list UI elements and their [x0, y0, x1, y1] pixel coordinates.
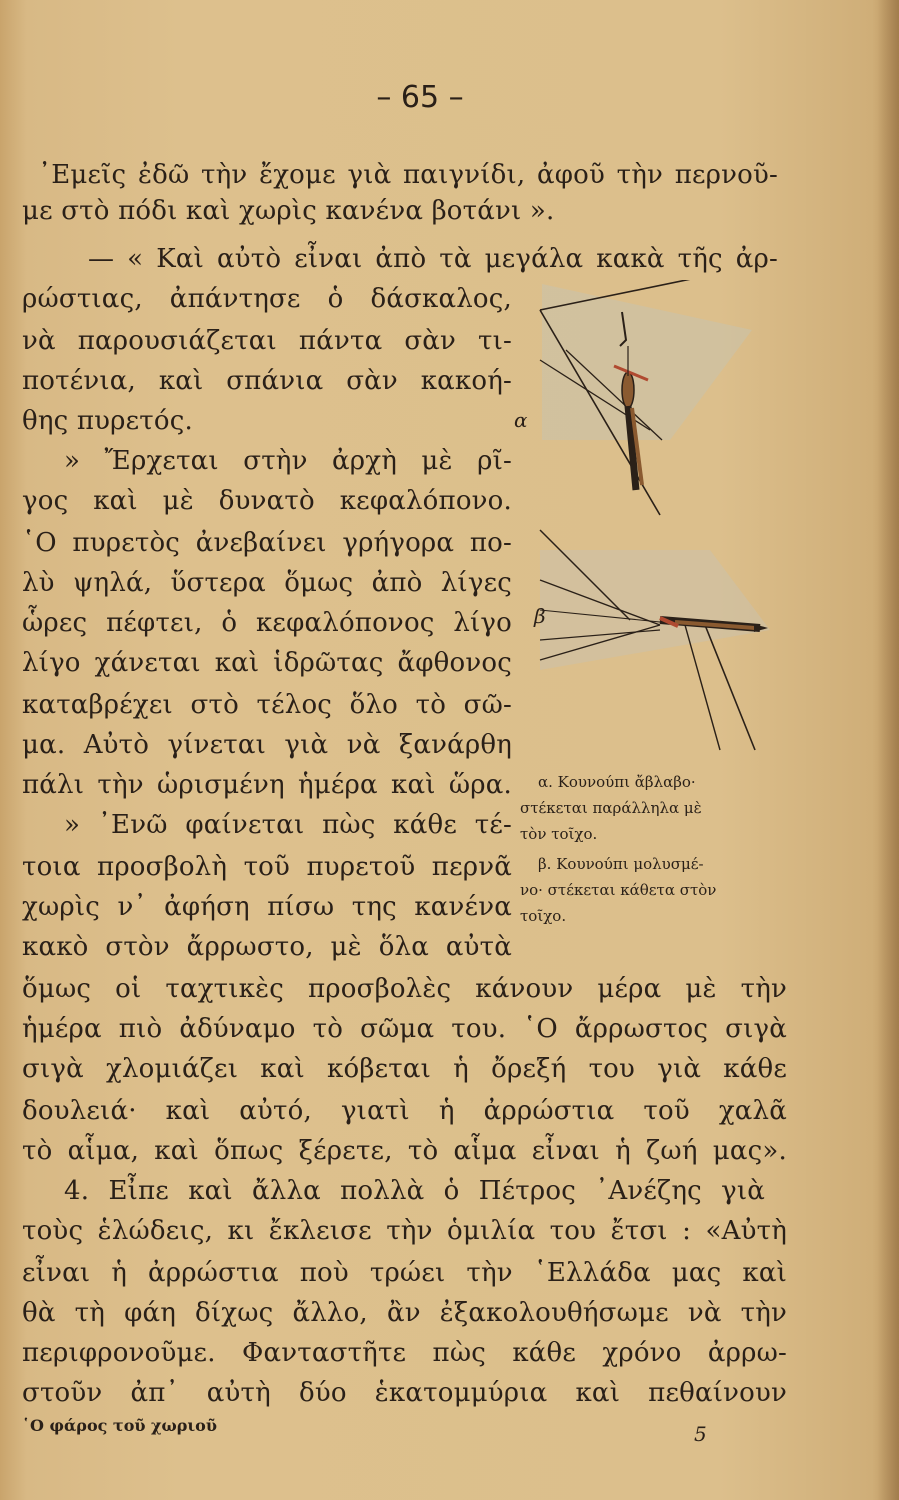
- text-line: ὧρες πέφτει, ὁ κεφαλόπονος λίγο: [22, 608, 512, 638]
- text-line: με στὸ πόδι καὶ χωρὶς κανένα βοτάνι ».: [22, 196, 555, 226]
- signature-mark: 5: [694, 1422, 707, 1446]
- text-line: θὰ τὴ φάη δίχως ἄλλο, ἂν ἐξακολουθήσωμε νὰ τὴν: [22, 1298, 787, 1328]
- text-line: » Ἔρχεται στὴν ἀρχὴ μὲ ρῖ-: [64, 446, 512, 476]
- text-line: 4. Εἶπε καὶ ἄλλα πολλὰ ὁ Πέτρος ᾿Ανέζης γιὰ: [64, 1176, 765, 1206]
- text-line: — « Καὶ αὐτὸ εἶναι ἀπὸ τὰ μεγάλα κακὰ τῆς ἀρ-: [88, 244, 778, 274]
- mosquito-parallel-figure: [540, 280, 752, 515]
- caption-line: β. Κουνούπι μολυσμέ-: [538, 855, 704, 873]
- text-line: ὅμως οἱ ταχτικὲς προσβολὲς κάνουν μέρα μὲ τὴν: [22, 974, 787, 1004]
- footer-book-title: ῾Ο φάρος τοῦ χωριοῦ: [22, 1416, 217, 1435]
- text-line: » ᾿Ενῶ φαίνεται πὼς κάθε τέ-: [64, 810, 512, 840]
- page-edge-shadow: [877, 0, 899, 1500]
- text-line: τοια προσβολὴ τοῦ πυρετοῦ περνᾶ: [22, 852, 512, 882]
- text-line: μα. Αὐτὸ γίνεται γιὰ νὰ ξανάρθη: [22, 730, 512, 760]
- figure-label-a: α: [514, 408, 528, 432]
- mosquito-illustration: [510, 280, 790, 770]
- text-line: ῾Ο πυρετὸς ἀνεβαίνει γρήγορα πο-: [22, 528, 512, 558]
- text-line: ἡμέρα πιὸ ἀδύναμο τὸ σῶμα του. ῾Ο ἄρρωστος σιγὰ: [22, 1014, 787, 1044]
- text-line: πάλι τὴν ὡρισμένη ἡμέρα καὶ ὥρα.: [22, 770, 512, 800]
- text-line: ρώστιας, ἀπάντησε ὁ δάσκαλος,: [22, 284, 512, 314]
- page-number: – 65 –: [376, 80, 464, 115]
- figure-label-b: β: [534, 604, 546, 628]
- text-line: τοὺς ἑλώδεις, κι ἔκλεισε τὴν ὁμιλία του ἔτσι : «Αὐτὴ: [22, 1216, 787, 1246]
- text-line: ᾿Εμεῖς ἐδῶ τὴν ἔχομε γιὰ παιγνίδι, ἀφοῦ τὴν περνοῦ-: [38, 160, 778, 190]
- text-line: χωρὶς ν᾿ ἀφήση πίσω της κανένα: [22, 892, 512, 922]
- text-line: καταβρέχει στὸ τέλος ὅλο τὸ σῶ-: [22, 690, 512, 720]
- text-line: θης πυρετός.: [22, 406, 193, 436]
- text-line: λίγο χάνεται καὶ ἱδρῶτας ἄφθονος: [22, 648, 512, 678]
- text-line: λὺ ψηλά, ὕστερα ὅμως ἀπὸ λίγες: [22, 568, 512, 598]
- caption-line: νο· στέκεται κάθετα στὸν: [520, 881, 717, 899]
- text-line: γος καὶ μὲ δυνατὸ κεφαλόπονο.: [22, 486, 512, 516]
- caption-line: τὸν τοῖχο.: [520, 825, 598, 843]
- caption-line: τοῖχο.: [520, 907, 567, 925]
- text-line: τὸ αἷμα, καὶ ὅπως ξέρετε, τὸ αἷμα εἶναι ἡ ζωή μας».: [22, 1136, 787, 1166]
- text-line: νὰ παρουσιάζεται πάντα σὰν τι-: [22, 326, 512, 356]
- text-line: σιγὰ χλομιάζει καὶ κόβεται ἡ ὄρεξή του γιὰ κάθε: [22, 1054, 787, 1084]
- text-line: δουλειά· καὶ αὐτό, γιατὶ ἡ ἀρρώστια τοῦ χαλᾶ: [22, 1096, 787, 1126]
- text-line: κακὸ στὸν ἄρρωστο, μὲ ὅλα αὐτὰ: [22, 932, 512, 962]
- caption-line: στέκεται παράλληλα μὲ: [520, 799, 702, 817]
- text-line: στοῦν ἀπ᾿ αὐτὴ δύο ἑκατομμύρια καὶ πεθαίνουν: [22, 1378, 787, 1408]
- caption-line: α. Κουνούπι ἄβλαβο·: [538, 773, 696, 791]
- text-line: περιφρονοῦμε. Φανταστῆτε πὼς κάθε χρόνο ἀρρω-: [22, 1338, 787, 1368]
- text-line: ποτένια, καὶ σπάνια σὰν κακοή-: [22, 366, 512, 396]
- text-line: εἶναι ἡ ἀρρώστια ποὺ τρώει τὴν ῾Ελλάδα μας καὶ: [22, 1258, 787, 1288]
- mosquito-perpendicular-figure: [540, 530, 770, 750]
